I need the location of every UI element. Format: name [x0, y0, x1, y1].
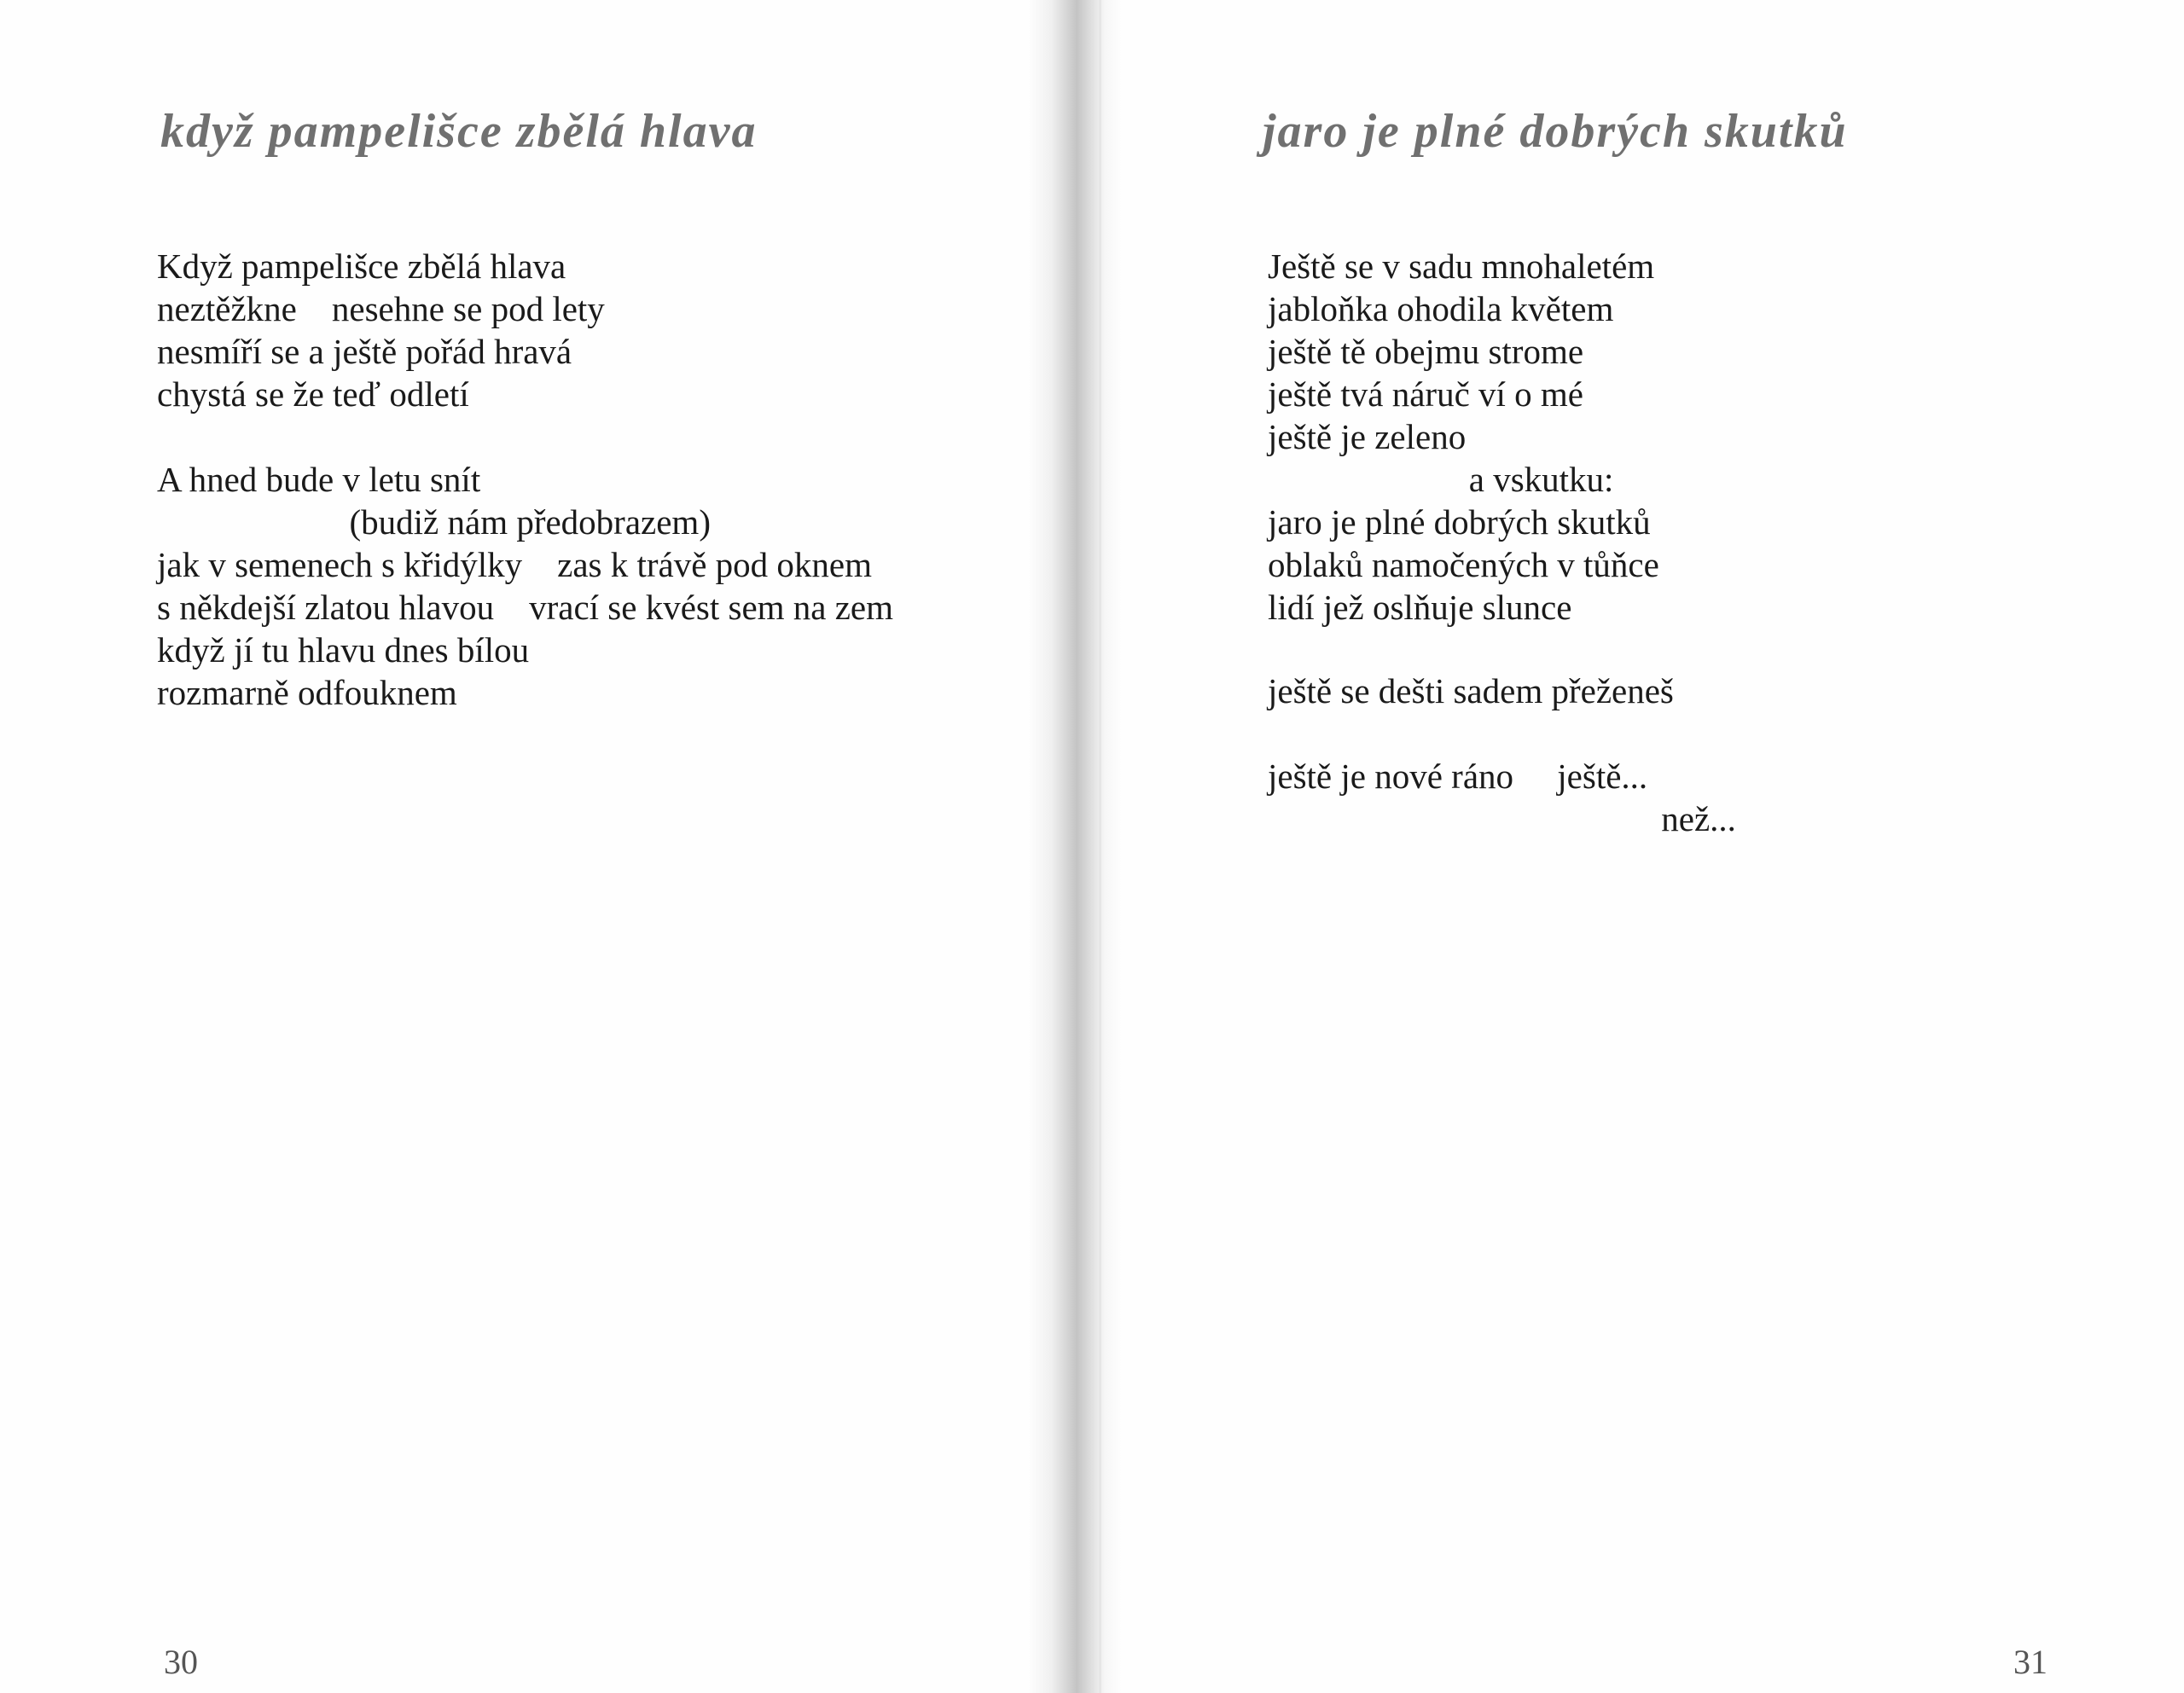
poem-line: ještě tvá náruč ví o mé [1268, 374, 1584, 414]
book-gutter-shadow [1028, 0, 1122, 1693]
page-number: 31 [2013, 1643, 2048, 1681]
left-page [0, 0, 1041, 1693]
poem-line: s někdejší zlatou hlavou vrací se kvést sem na zem [157, 588, 894, 627]
poem-line: rozmarně odfouknem [157, 673, 457, 712]
poem-line: ještě je nové ráno ještě... [1268, 757, 1648, 796]
poem-title: jaro je plné dobrých skutků [1263, 105, 1848, 158]
poem-line: chystá se že teď odletí [157, 374, 469, 414]
poem-line: Když pampelišce zbělá hlava [157, 246, 566, 286]
poem-title: když pampelišce zbělá hlava [160, 105, 758, 158]
poem-line: a vskutku: [1268, 460, 1614, 499]
poem-line: ještě se dešti sadem přeženeš [1268, 671, 1674, 710]
poem-line: oblaků namočených v tůňce [1268, 545, 1659, 584]
poem-line: A hned bude v letu snít [157, 460, 481, 499]
poem-line: jak v semenech s křidýlky zas k trávě pod oknem [157, 545, 872, 584]
page-number: 30 [164, 1643, 198, 1681]
poem-line: lidí jež oslňuje slunce [1268, 588, 1572, 627]
poem-stanza [157, 245, 605, 415]
poem-stanza [1268, 755, 1736, 840]
poem-stanza [157, 458, 893, 714]
poem-line: jabloňka ohodila květem [1268, 289, 1614, 328]
poem-line: když jí tu hlavu dnes bílou [157, 630, 530, 670]
binding-edge [1099, 0, 1101, 1693]
poem-line: než... [1268, 799, 1736, 838]
poem-stanza [1268, 245, 1659, 629]
poem-line: nesmíří se a ještě pořád hravá [157, 332, 572, 371]
poem-line: neztěžkne nesehne se pod lety [157, 289, 605, 328]
poem-line: (budiž nám předobrazem) [157, 502, 711, 542]
poem-line: ještě je zeleno [1268, 417, 1467, 456]
poem-line: ještě tě obejmu strome [1268, 332, 1584, 371]
poem-line: jaro je plné dobrých skutků [1268, 502, 1651, 542]
poem-line: Ještě se v sadu mnohaletém [1268, 246, 1655, 286]
poem-stanza [1268, 670, 1674, 712]
right-page [1109, 0, 2184, 1693]
